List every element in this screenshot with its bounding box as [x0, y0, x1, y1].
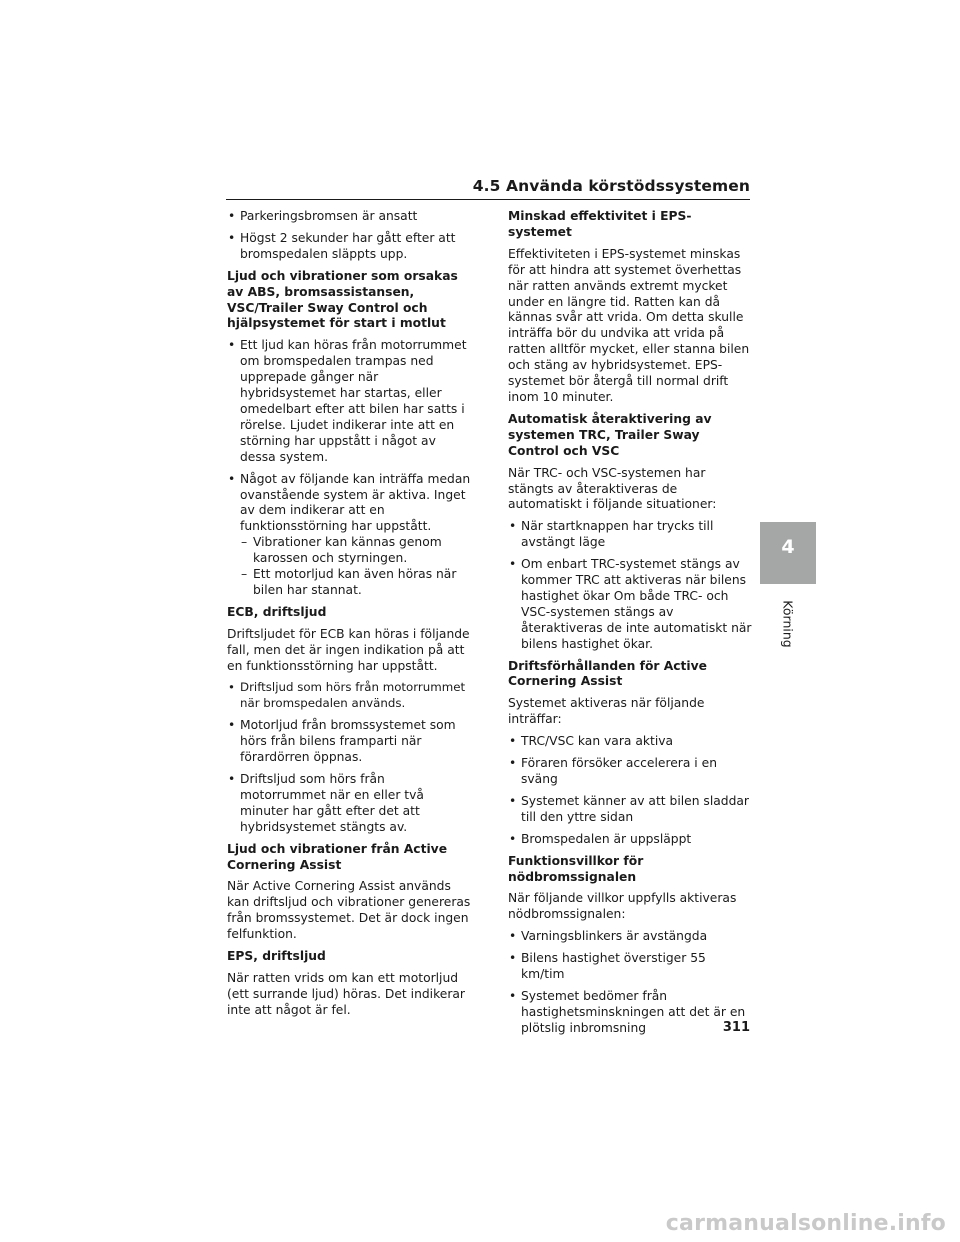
section-heading: EPS, driftsljud	[227, 949, 326, 964]
section-heading: Funktionsvillkor för nödbromssignalen	[508, 853, 644, 884]
list-item: • Bilens hastighet överstiger 55 km/tim	[508, 951, 752, 983]
list-item: • Om enbart TRC-systemet stängs av kommer TRC att aktiveras när bilens hastighet ökar Om både TRC- och VSC-systemen stängs av återaktiveras de inte automatiskt när bilens hastighet ökar.	[508, 557, 752, 652]
list-item: • Högst 2 sekunder har gått efter att bromspedalen släppts upp.	[227, 231, 471, 263]
list-item: • Varningsblinkers är avstängda	[508, 929, 752, 945]
section-heading: Ljud och vibrationer som orsakas av ABS, bromsassistansen, VSC/Trailer Sway Control och hjälpsystemet för start i motlut	[227, 268, 458, 331]
list-item: • Systemet bedömer från hastighetsminskningen att det är en plötslig inbromsning	[508, 989, 752, 1037]
paragraph: När Active Cornering Assist används kan driftsljud och vibrationer genereras från bromssystemet. Det är dock ingen felfunktion.	[227, 879, 471, 942]
list-item: • Bromspedalen är uppsläppt	[508, 832, 752, 848]
watermark: carmanualsonline.info	[665, 1211, 946, 1236]
chapter-tab	[760, 522, 816, 584]
list-item: • Systemet känner av att bilen sladdar till den yttre sidan	[508, 794, 752, 826]
sub-list-item: – Ett motorljud kan även höras när bilen har stannat.	[227, 567, 471, 599]
list-item: • Driftsljud som hörs från motorrummet när en eller två minuter har gått efter det att hybridsystemet stängts av.	[227, 772, 471, 836]
chapter-number: 4	[781, 536, 795, 558]
list-item: • Något av följande kan inträffa medan ovanstående system är aktiva. Inget av dem indikerar att en funktionsstörning har uppstått.	[227, 472, 471, 536]
section-heading: Minskad effektivitet i EPS-systemet	[508, 209, 692, 239]
paragraph: Effektiviteten i EPS-systemet minskas för att hindra att systemet överhettas när ratten används extremt mycket under en längre tid. Ratten kan då kännas svår att vrida. Om detta skulle inträffa bör du undvika att vrida på ratten alltför mycket, eller stanna bilen och stäng av hybridsystemet. EPS-systemet bör återgå till normal drift inom 10 minuter.	[508, 246, 750, 404]
sub-list-item: – Vibrationer kan kännas genom karossen och styrningen.	[227, 535, 471, 567]
list-item: • Motorljud från bromssystemet som hörs från bilens framparti när förardörren öppnas.	[227, 718, 471, 766]
section-heading: Automatisk återaktivering av systemen TRC, Trailer Sway Control och VSC	[508, 411, 712, 458]
paragraph: Systemet aktiveras när följande inträffar:	[508, 696, 705, 727]
list-item: • TRC/VSC kan vara aktiva	[508, 734, 752, 750]
list-item: • När startknappen har trycks till avstängt läge	[508, 519, 752, 551]
paragraph: När följande villkor uppfylls aktiveras nödbromssignalen:	[508, 891, 737, 922]
section-heading: Driftsförhållanden för Active Cornering Assist	[508, 658, 708, 689]
left-column	[227, 209, 471, 1025]
paragraph: När ratten vrids om kan ett motorljud (ett surrande ljud) höras. Det indikerar inte att något är fel.	[227, 970, 465, 1017]
section-heading: ECB, driftsljud	[227, 604, 327, 619]
page-number: 311	[722, 1020, 750, 1035]
list-item: • Parkeringsbromsen är ansatt	[227, 209, 471, 225]
list-item: • Föraren försöker accelerera i en sväng	[508, 756, 752, 788]
header-divider	[226, 199, 750, 200]
list-item: • Driftsljud som hörs från motorrummet när bromspedalen används.	[227, 680, 471, 712]
paragraph: När TRC- och VSC-systemen har stängts av återaktiveras de automatiskt i följande situationer:	[508, 465, 717, 512]
right-column	[508, 209, 752, 1043]
list-item: • Ett ljud kan höras från motorrummet om bromspedalen trampas ned upprepade gånger när hybridsystemet har startas, eller omedelbart efter att bilen har satts i rörelse. Ljudet indikerar inte att en störning har uppstått i något av dessa system.	[227, 338, 471, 465]
chapter-label	[778, 594, 798, 654]
chapter-label-text: Körning	[780, 600, 796, 648]
section-heading: Ljud och vibrationer från Active Cornering Assist	[227, 841, 448, 872]
section-title: 4.5 Använda körstödssystemen	[472, 177, 750, 195]
paragraph: Driftsljudet för ECB kan höras i följande fall, men det är ingen indikation på att en funktionsstörning har uppstått.	[227, 626, 470, 673]
